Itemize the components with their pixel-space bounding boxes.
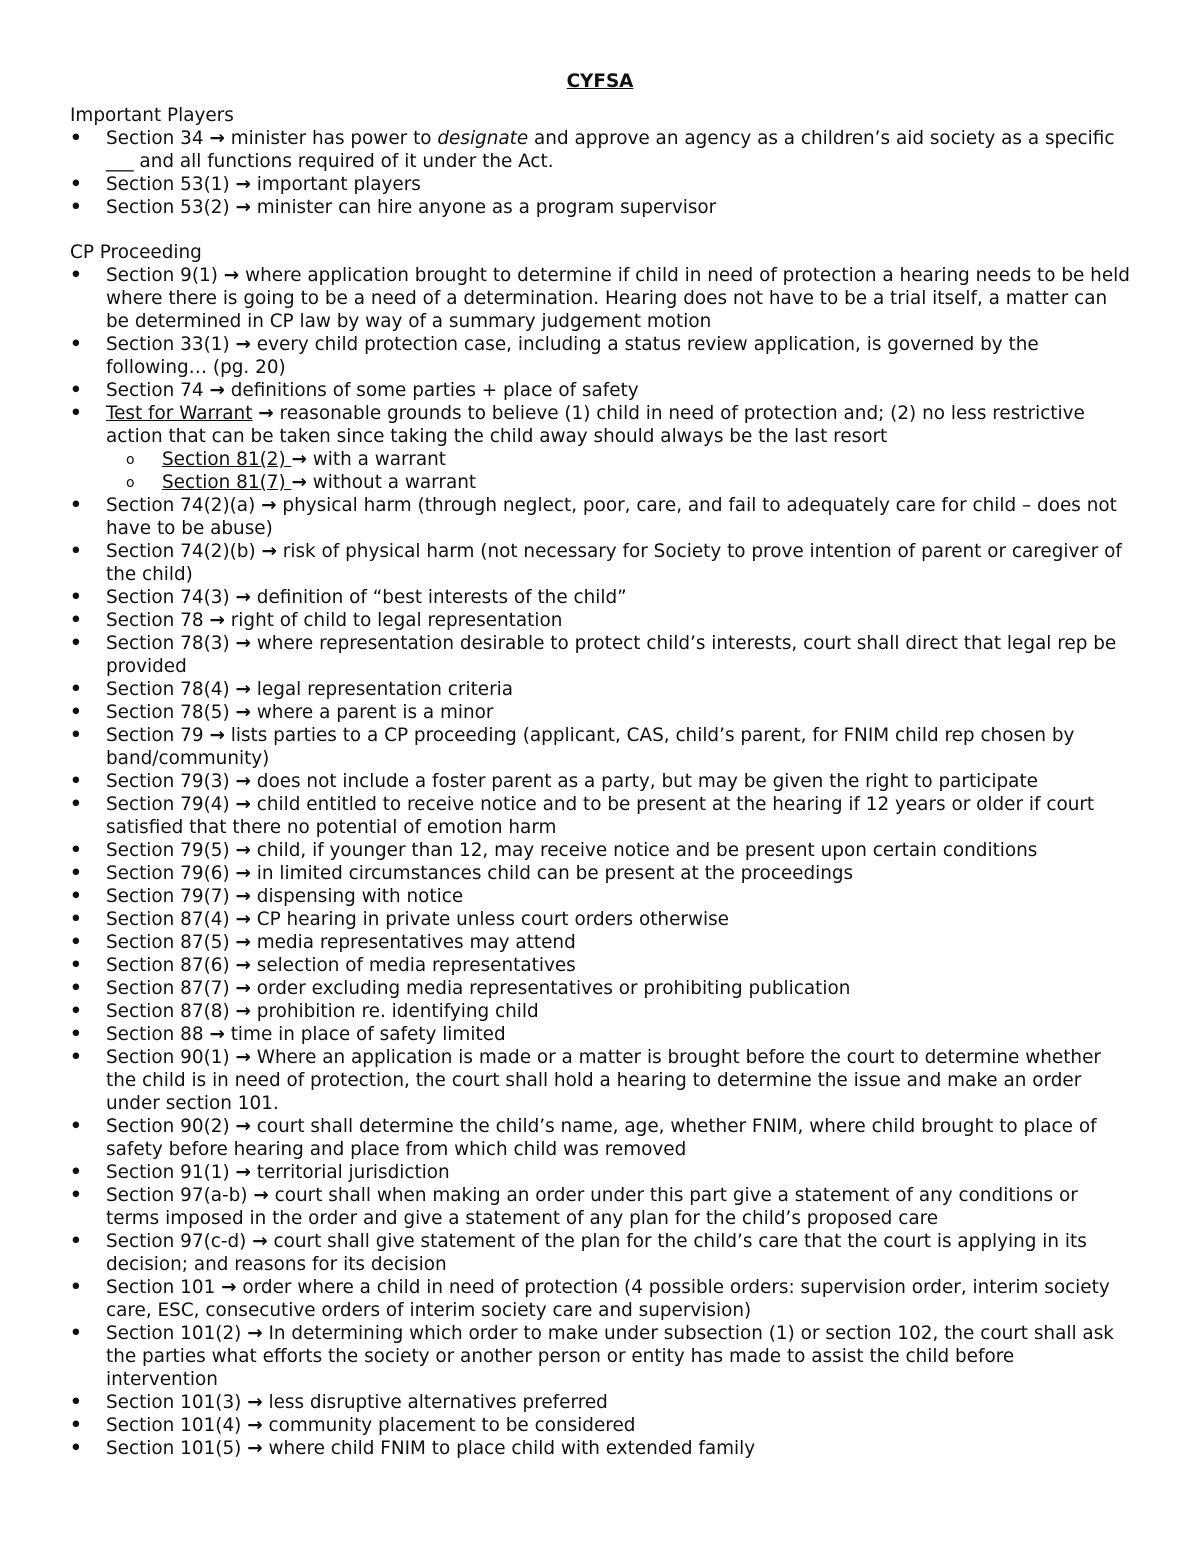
item-text: less disruptive alternatives preferred <box>268 1392 608 1413</box>
section-ref: Section 78(5) <box>106 702 230 723</box>
list-item <box>70 678 1130 701</box>
arrow-icon: → <box>247 1415 263 1436</box>
section-ref: Section 87(4) <box>106 909 230 930</box>
item-text: where child FNIM to place child with extended family <box>268 1438 756 1459</box>
list-item <box>70 609 1130 632</box>
list-item <box>70 1276 1130 1322</box>
item-text: court shall give statement of the plan for the child’s care that the court is applying in its decision; and reasons for its decision <box>106 1231 1087 1275</box>
arrow-icon: → <box>209 380 225 401</box>
section-ref: Section 79(4) <box>106 794 230 815</box>
arrow-icon: → <box>209 610 225 631</box>
arrow-icon: → <box>261 495 277 516</box>
item-text: reasonable grounds to believe (1) child in need of protection and; (2) no less restrictive action that can be taken since taking the child away should always be the last resort <box>106 403 1085 447</box>
section-ref: Section 78 <box>106 610 204 631</box>
section-ref: Section 79(6) <box>106 863 230 884</box>
list-item <box>70 1046 1130 1115</box>
arrow-icon: → <box>221 1277 237 1298</box>
list-item <box>70 1023 1130 1046</box>
section-ref: Section 101(4) <box>106 1415 242 1436</box>
arrow-icon: → <box>235 587 251 608</box>
list-item <box>70 1184 1130 1230</box>
section-ref: Section 74(2)(a) <box>106 495 256 516</box>
item-text: community placement to be considered <box>268 1415 636 1436</box>
list-item <box>70 333 1130 379</box>
item-text: media representatives may attend <box>256 932 576 953</box>
cp-proceeding-list <box>70 264 1130 1460</box>
item-text: physical harm (through neglect, poor, care, and fail to adequately care for child – does not have to be abuse) <box>106 495 1117 539</box>
section-ref: Section 74(3) <box>106 587 230 608</box>
important-players-heading: Important Players <box>70 105 234 126</box>
list-item <box>70 1437 1130 1460</box>
arrow-icon: → <box>235 174 251 195</box>
emphasis-text: designate <box>437 128 529 149</box>
item-text: lists parties to a CP proceeding (applicant, CAS, child’s parent, for FNIM child rep chosen by band/community) <box>106 725 1075 769</box>
arrow-icon: → <box>235 197 251 218</box>
list-item <box>70 379 1130 402</box>
arrow-icon: → <box>235 840 251 861</box>
arrow-icon: → <box>209 128 225 149</box>
item-text: where representation desirable to protect child’s interests, court shall direct that legal rep be provided <box>106 633 1117 677</box>
section-ref: Section 53(2) <box>106 197 230 218</box>
arrow-icon: → <box>253 1185 269 1206</box>
item-text: and approve an agency as a children’s aid society as a specific ___ and all functions required of it under the Act. <box>106 128 1115 172</box>
arrow-icon: → <box>291 472 307 493</box>
list-item <box>70 1161 1130 1184</box>
list-item <box>70 885 1130 908</box>
item-text: risk of physical harm (not necessary for Society to prove intention of parent or caregiver of the child) <box>106 541 1122 585</box>
arrow-icon: → <box>235 955 251 976</box>
section-ref: Section 79(5) <box>106 840 230 861</box>
list-item <box>70 1414 1130 1437</box>
section-ref: Section 74(2)(b) <box>106 541 256 562</box>
section-ref: Section 90(2) <box>106 1116 230 1137</box>
arrow-icon: → <box>291 449 307 470</box>
section-ref: Section 78(3) <box>106 633 230 654</box>
list-item <box>70 264 1130 333</box>
arrow-icon: → <box>235 1116 251 1137</box>
list-item <box>70 839 1130 862</box>
list-item <box>70 127 1130 173</box>
arrow-icon: → <box>235 334 251 355</box>
list-item-warrant <box>70 402 1130 494</box>
arrow-icon: → <box>247 1392 263 1413</box>
item-text: child, if younger than 12, may receive notice and be present upon certain conditions <box>256 840 1038 861</box>
item-text: where a parent is a minor <box>256 702 494 723</box>
section-ref: Section 87(5) <box>106 932 230 953</box>
arrow-icon: → <box>235 794 251 815</box>
item-text: Where an application is made or a matter is brought before the court to determine whether the child is in need of protection, the court shall hold a hearing to determine the issue and make an order under section 101. <box>106 1047 1101 1114</box>
list-item <box>70 931 1130 954</box>
section-ref: Section 53(1) <box>106 174 230 195</box>
arrow-icon: → <box>258 403 274 424</box>
section-ref: Section 101 <box>106 1277 216 1298</box>
list-item <box>70 908 1130 931</box>
list-item <box>70 1115 1130 1161</box>
arrow-icon: → <box>235 771 251 792</box>
section-ref: Section 79(3) <box>106 771 230 792</box>
item-text: CP hearing in private unless court orders otherwise <box>256 909 729 930</box>
item-text: time in place of safety limited <box>230 1024 506 1045</box>
section-ref: Section 79 <box>106 725 204 746</box>
important-players-list <box>70 127 1130 219</box>
list-item <box>70 770 1130 793</box>
list-item <box>70 540 1130 586</box>
item-text: definition of “best interests of the child” <box>256 587 627 608</box>
section-ref: Section 101(3) <box>106 1392 242 1413</box>
list-item <box>70 954 1130 977</box>
list-item <box>70 793 1130 839</box>
sub-list-item <box>106 448 1130 471</box>
list-item <box>70 1391 1130 1414</box>
list-item <box>70 977 1130 1000</box>
warrant-label: Test for Warrant <box>106 403 253 424</box>
section-ref: Section 101(5) <box>106 1438 242 1459</box>
item-text: definitions of some parties + place of safety <box>230 380 639 401</box>
item-text: prohibition re. identifying child <box>256 1001 539 1022</box>
arrow-icon: → <box>235 633 251 654</box>
section-ref: Section 87(6) <box>106 955 230 976</box>
arrow-icon: → <box>261 541 277 562</box>
arrow-icon: → <box>235 1047 251 1068</box>
list-item <box>70 494 1130 540</box>
section-ref: Section 97(a-b) <box>106 1185 248 1206</box>
item-text: does not include a foster parent as a party, but may be given the right to participate <box>256 771 1038 792</box>
item-text: minister has power to <box>230 128 438 149</box>
list-item <box>70 196 1130 219</box>
list-item <box>70 701 1130 724</box>
item-text: minister can hire anyone as a program supervisor <box>256 197 717 218</box>
arrow-icon: → <box>209 1024 225 1045</box>
section-ref: Section 33(1) <box>106 334 230 355</box>
list-item <box>70 1000 1130 1023</box>
item-text: court shall determine the child’s name, age, whether FNIM, where child brought to place of safety before hearing and place from which child was removed <box>106 1116 1097 1160</box>
arrow-icon: → <box>235 863 251 884</box>
section-ref: Section 91(1) <box>106 1162 230 1183</box>
section-ref: Section 78(4) <box>106 679 230 700</box>
cp-proceeding-heading: CP Proceeding <box>70 242 202 263</box>
item-text: where application brought to determine if child in need of protection a hearing needs to be held where there is going to be a need of a determination. Hearing does not have to be a trial itself, a matter can be determined in CP law by way of a summary judgement motion <box>106 265 1130 332</box>
list-item <box>70 173 1130 196</box>
item-text: selection of media representatives <box>256 955 576 976</box>
warrant-sublist <box>106 448 1130 494</box>
section-ref: Section 74 <box>106 380 204 401</box>
list-item <box>70 1322 1130 1391</box>
section-ref: Section 88 <box>106 1024 204 1045</box>
section-ref: Section 79(7) <box>106 886 230 907</box>
list-item <box>70 1230 1130 1276</box>
arrow-icon: → <box>235 702 251 723</box>
section-ref: Section 81(7) <box>162 472 286 493</box>
list-item <box>70 632 1130 678</box>
item-text: with a warrant <box>312 449 446 470</box>
section-ref: Section 81(2) <box>162 449 286 470</box>
arrow-icon: → <box>235 1001 251 1022</box>
item-text: dispensing with notice <box>256 886 464 907</box>
arrow-icon: → <box>223 265 240 286</box>
section-ref: Section 9(1) <box>106 265 218 286</box>
section-ref: Section 90(1) <box>106 1047 230 1068</box>
item-text: court shall when making an order under this part give a statement of any conditions or terms imposed in the order and give a statement of any plan for the child’s proposed care <box>106 1185 1078 1229</box>
arrow-icon: → <box>235 978 251 999</box>
document-title: CYFSA <box>566 71 634 92</box>
section-ref: Section 97(c-d) <box>106 1231 247 1252</box>
arrow-icon: → <box>247 1438 263 1459</box>
section-ref: Section 87(7) <box>106 978 230 999</box>
arrow-icon: → <box>252 1231 268 1252</box>
item-text: legal representation criteria <box>256 679 514 700</box>
item-text: territorial jurisdiction <box>256 1162 450 1183</box>
arrow-icon: → <box>235 1162 251 1183</box>
item-text: every child protection case, including a status review application, is governed by the following… (pg. 20) <box>106 334 1039 378</box>
sub-list-item <box>106 471 1130 494</box>
arrow-icon: → <box>235 932 251 953</box>
item-text: order excluding media representatives or prohibiting publication <box>256 978 851 999</box>
item-text: child entitled to receive notice and to be present at the hearing if 12 years or older if court satisfied that there no potential of emotion harm <box>106 794 1095 838</box>
arrow-icon: → <box>235 886 251 907</box>
paragraph-gap <box>70 219 1130 241</box>
item-text: right of child to legal representation <box>230 610 563 631</box>
arrow-icon: → <box>209 725 225 746</box>
section-ref: Section 34 <box>106 128 204 149</box>
arrow-icon: → <box>247 1323 263 1344</box>
section-ref: Section 101(2) <box>106 1323 242 1344</box>
item-text: important players <box>256 174 421 195</box>
arrow-icon: → <box>235 679 251 700</box>
arrow-icon: → <box>235 909 251 930</box>
list-item <box>70 586 1130 609</box>
list-item <box>70 724 1130 770</box>
list-item <box>70 862 1130 885</box>
item-text: without a warrant <box>312 472 477 493</box>
item-text: In determining which order to make under subsection (1) or section 102, the court shall ask the parties what efforts the society or another person or entity has made to assist the child before intervention <box>106 1323 1114 1390</box>
item-text: in limited circumstances child can be present at the proceedings <box>256 863 854 884</box>
item-text: order where a child in need of protection (4 possible orders: supervision order, interim society care, ESC, consecutive orders of interim society care and supervision) <box>106 1277 1110 1321</box>
section-ref: Section 87(8) <box>106 1001 230 1022</box>
